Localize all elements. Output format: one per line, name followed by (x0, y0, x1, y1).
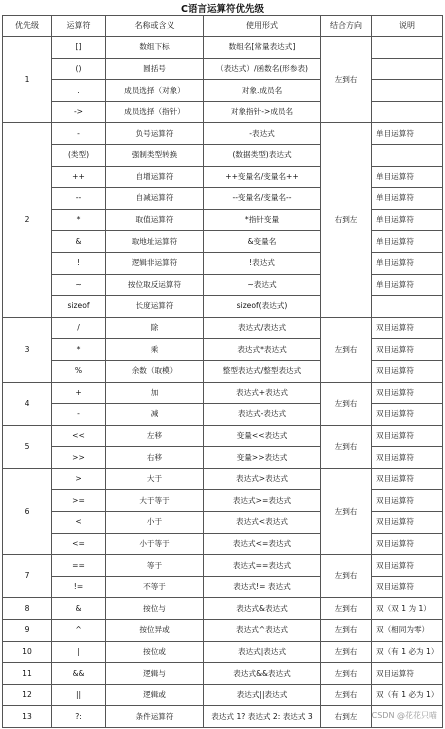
description-cell: 双目运算符 (372, 425, 443, 447)
header-usage: 使用形式 (204, 16, 321, 37)
usage-cell: 表达式 1? 表达式 2: 表达式 3 (204, 706, 321, 728)
precedence-cell: 9 (3, 620, 52, 642)
description-cell: 双目运算符 (372, 576, 443, 598)
name-cell: 按位异或 (106, 620, 204, 642)
operator-cell: (类型) (52, 144, 106, 166)
description-cell (372, 144, 443, 166)
operator-cell: && (52, 663, 106, 685)
usage-cell: 变量<<表达式 (204, 425, 321, 447)
name-cell: 除 (106, 317, 204, 339)
table-row (3, 512, 443, 534)
description-cell (372, 80, 443, 102)
associativity-cell: 左到右 (321, 684, 372, 706)
name-cell: 不等于 (106, 576, 204, 598)
page-title: C语言运算符优先级 (181, 4, 264, 15)
usage-cell: 表达式^表达式 (204, 620, 321, 642)
description-cell (372, 37, 443, 59)
usage-cell: ~表达式 (204, 274, 321, 296)
usage-cell: -表达式 (204, 123, 321, 145)
usage-cell: ++变量名/变量名++ (204, 166, 321, 188)
associativity-cell: 左到右 (321, 620, 372, 642)
name-cell: 取地址运算符 (106, 231, 204, 253)
description-cell: 双目运算符 (372, 360, 443, 382)
operator-cell: >= (52, 490, 106, 512)
table-row (3, 80, 443, 102)
associativity-cell: 左到右 (321, 425, 372, 468)
name-cell: 逻辑与 (106, 663, 204, 685)
usage-cell: 表达式-表达式 (204, 404, 321, 426)
description-cell (372, 101, 443, 123)
table-row (3, 620, 443, 642)
table-row (3, 598, 443, 620)
name-cell: 左移 (106, 425, 204, 447)
associativity-cell: 左到右 (321, 382, 372, 425)
description-cell: 双目运算符 (372, 317, 443, 339)
operator-cell: & (52, 231, 106, 253)
name-cell: 成员选择（对象） (106, 80, 204, 102)
usage-cell: （表达式）/函数名(形参表) (204, 58, 321, 80)
description-cell: 双（相同为零） (372, 620, 443, 642)
table-row (3, 58, 443, 80)
description-cell: 双（有 1 必为 1） (372, 641, 443, 663)
description-cell: 双目运算符 (372, 447, 443, 469)
table-row (3, 296, 443, 318)
header-row (3, 16, 443, 37)
name-cell: 按位与 (106, 598, 204, 620)
usage-cell: 对象.成员名 (204, 80, 321, 102)
table-row (3, 317, 443, 339)
usage-cell: !表达式 (204, 252, 321, 274)
operator-cell: % (52, 360, 106, 382)
usage-cell: 表达式|表达式 (204, 641, 321, 663)
operator-cell: -- (52, 188, 106, 210)
precedence-cell: 3 (3, 317, 52, 382)
usage-cell: 表达式>表达式 (204, 468, 321, 490)
table-row (3, 252, 443, 274)
operator-cell: . (52, 80, 106, 102)
precedence-cell: 5 (3, 425, 52, 468)
table-row (3, 123, 443, 145)
description-cell: 单目运算符 (372, 274, 443, 296)
usage-cell: --变量名/变量名-- (204, 188, 321, 210)
name-cell: 大于 (106, 468, 204, 490)
operator-cell: sizeof (52, 296, 106, 318)
operator-cell: || (52, 684, 106, 706)
table-row (3, 663, 443, 685)
name-cell: 右移 (106, 447, 204, 469)
name-cell: 小于 (106, 512, 204, 534)
name-cell: 逻辑或 (106, 684, 204, 706)
precedence-cell: 4 (3, 382, 52, 425)
table-row (3, 166, 443, 188)
name-cell: 等于 (106, 555, 204, 577)
name-cell: 按位取反运算符 (106, 274, 204, 296)
operator-cell: + (52, 382, 106, 404)
associativity-cell: 右到左 (321, 706, 372, 728)
name-cell: 强制类型转换 (106, 144, 204, 166)
description-cell: 双目运算符 (372, 555, 443, 577)
header-description: 说明 (372, 16, 443, 37)
usage-cell: *指针变量 (204, 209, 321, 231)
table-row (3, 425, 443, 447)
usage-cell: 对象指针->成员名 (204, 101, 321, 123)
description-cell: 双目运算符 (372, 490, 443, 512)
header-operator: 运算符 (52, 16, 106, 37)
usage-cell: &变量名 (204, 231, 321, 253)
usage-cell: 表达式&表达式 (204, 598, 321, 620)
table-row (3, 231, 443, 253)
description-cell: 双目运算符 (372, 468, 443, 490)
usage-cell: 表达式==表达式 (204, 555, 321, 577)
operator-cell: ! (52, 252, 106, 274)
description-cell: 单目运算符 (372, 188, 443, 210)
table-row (3, 101, 443, 123)
operator-cell: * (52, 339, 106, 361)
usage-cell: (数据类型)表达式 (204, 144, 321, 166)
description-cell: 单目运算符 (372, 209, 443, 231)
associativity-cell: 左到右 (321, 468, 372, 554)
name-cell: 按位或 (106, 641, 204, 663)
name-cell: 减 (106, 404, 204, 426)
header-level: 优先级 (3, 16, 52, 37)
operator-cell: ?: (52, 706, 106, 728)
operator-cell: - (52, 404, 106, 426)
operator-cell: & (52, 598, 106, 620)
usage-cell: 表达式+表达式 (204, 382, 321, 404)
description-cell: 双目运算符 (372, 404, 443, 426)
table-row (3, 576, 443, 598)
description-cell: 单目运算符 (372, 252, 443, 274)
usage-cell: 表达式>=表达式 (204, 490, 321, 512)
operator-cell: < (52, 512, 106, 534)
table-row (3, 209, 443, 231)
description-cell: 双目运算符 (372, 663, 443, 685)
name-cell: 条件运算符 (106, 706, 204, 728)
precedence-cell: 2 (3, 123, 52, 317)
name-cell: 自减运算符 (106, 188, 204, 210)
operator-cell: != (52, 576, 106, 598)
name-cell: 小于等于 (106, 533, 204, 555)
usage-cell: 表达式*表达式 (204, 339, 321, 361)
precedence-cell: 7 (3, 555, 52, 598)
description-cell: 双目运算符 (372, 533, 443, 555)
table-row (3, 490, 443, 512)
description-cell: 双目运算符 (372, 339, 443, 361)
table-row (3, 533, 443, 555)
header-name: 名称或含义 (106, 16, 204, 37)
usage-cell: 整型表达式/整型表达式 (204, 360, 321, 382)
operator-cell: << (52, 425, 106, 447)
table-row (3, 468, 443, 490)
operator-cell: <= (52, 533, 106, 555)
table-row (3, 339, 443, 361)
precedence-cell: 1 (3, 37, 52, 123)
table-row (3, 404, 443, 426)
usage-cell: 表达式||表达式 (204, 684, 321, 706)
header-associativity: 结合方向 (321, 16, 372, 37)
name-cell: 取值运算符 (106, 209, 204, 231)
operator-cell: >> (52, 447, 106, 469)
name-cell: 加 (106, 382, 204, 404)
operator-cell: | (52, 641, 106, 663)
name-cell: 圆括号 (106, 58, 204, 80)
precedence-cell: 8 (3, 598, 52, 620)
description-cell (372, 58, 443, 80)
name-cell: 大于等于 (106, 490, 204, 512)
operator-cell: * (52, 209, 106, 231)
operator-cell: / (52, 317, 106, 339)
associativity-cell: 右到左 (321, 123, 372, 317)
operator-cell: ++ (52, 166, 106, 188)
usage-cell: 表达式<=表达式 (204, 533, 321, 555)
table-row (3, 274, 443, 296)
associativity-cell: 左到右 (321, 317, 372, 382)
description-cell: 单目运算符 (372, 166, 443, 188)
description-cell: 双（有 1 必为 1） (372, 684, 443, 706)
usage-cell: 变量>>表达式 (204, 447, 321, 469)
table-row (3, 37, 443, 59)
name-cell: 乘 (106, 339, 204, 361)
precedence-cell: 10 (3, 641, 52, 663)
table-row (3, 555, 443, 577)
table-row (3, 188, 443, 210)
name-cell: 数组下标 (106, 37, 204, 59)
usage-cell: sizeof(表达式) (204, 296, 321, 318)
operator-cell: () (52, 58, 106, 80)
precedence-cell: 6 (3, 468, 52, 554)
operator-cell: - (52, 123, 106, 145)
table-row (3, 144, 443, 166)
associativity-cell: 左到右 (321, 598, 372, 620)
associativity-cell: 左到右 (321, 641, 372, 663)
table-row (3, 641, 443, 663)
name-cell: 余数（取模） (106, 360, 204, 382)
name-cell: 负号运算符 (106, 123, 204, 145)
operator-cell: -> (52, 101, 106, 123)
description-cell: 双目运算符 (372, 512, 443, 534)
description-cell: 单目运算符 (372, 123, 443, 145)
precedence-cell: 12 (3, 684, 52, 706)
precedence-cell: 11 (3, 663, 52, 685)
operator-cell: ^ (52, 620, 106, 642)
description-cell: 双目运算符 (372, 382, 443, 404)
table-row (3, 382, 443, 404)
name-cell: 长度运算符 (106, 296, 204, 318)
associativity-cell: 左到右 (321, 663, 372, 685)
description-cell (372, 296, 443, 318)
name-cell: 自增运算符 (106, 166, 204, 188)
precedence-cell: 13 (3, 706, 52, 728)
usage-cell: 表达式&&表达式 (204, 663, 321, 685)
usage-cell: 表达式<表达式 (204, 512, 321, 534)
operator-cell: [] (52, 37, 106, 59)
name-cell: 逻辑非运算符 (106, 252, 204, 274)
table-row (3, 684, 443, 706)
description-cell: 双（双 1 为 1） (372, 598, 443, 620)
table-row (3, 360, 443, 382)
associativity-cell: 左到右 (321, 555, 372, 598)
usage-cell: 表达式!= 表达式 (204, 576, 321, 598)
description-cell: 单目运算符 (372, 231, 443, 253)
operator-cell: ~ (52, 274, 106, 296)
usage-cell: 表达式/表达式 (204, 317, 321, 339)
operator-cell: > (52, 468, 106, 490)
usage-cell: 数组名[常量表达式] (204, 37, 321, 59)
associativity-cell: 左到右 (321, 37, 372, 123)
table-row (3, 447, 443, 469)
name-cell: 成员选择（指针） (106, 101, 204, 123)
operator-cell: == (52, 555, 106, 577)
watermark: CSDN @花花只喵 (371, 711, 437, 720)
precedence-table (2, 15, 443, 728)
